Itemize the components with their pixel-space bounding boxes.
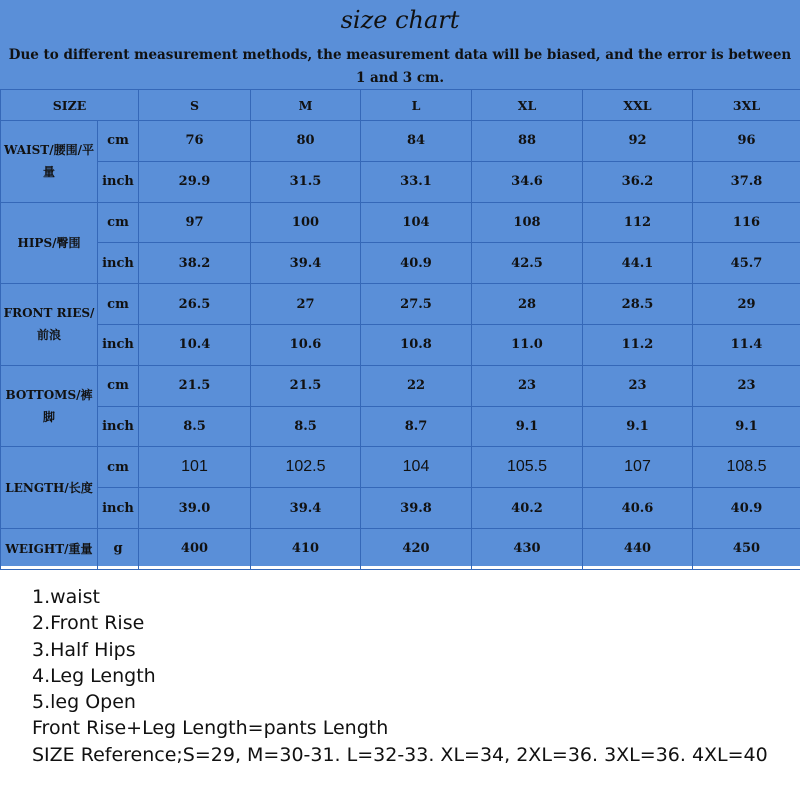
value-cell: 100: [251, 202, 361, 243]
value-cell: 105.5: [472, 447, 583, 488]
measurement-notes: [32, 584, 768, 768]
value-cell: 28: [472, 284, 583, 325]
size-header-cell: XL: [472, 90, 583, 121]
note-line: 3.Half Hips: [32, 638, 136, 661]
value-cell: 26.5: [139, 284, 251, 325]
size-header-row: [1, 90, 800, 121]
measurement-row: [1, 202, 800, 243]
value-cell: 28.5: [583, 284, 693, 325]
value-cell: 27: [251, 284, 361, 325]
note-line: 1.waist: [32, 586, 100, 608]
unit-cell: inch: [98, 324, 139, 365]
measurement-row: [1, 406, 800, 447]
value-cell: 400: [139, 528, 251, 569]
value-cell: 23: [693, 365, 800, 406]
value-cell: 39.8: [361, 488, 472, 529]
measurement-row: [1, 324, 800, 365]
measurement-label: WAIST/腰围/平量: [1, 121, 98, 203]
size-header-cell: L: [361, 90, 472, 121]
size-header-cell: XXL: [583, 90, 693, 121]
unit-cell: inch: [98, 488, 139, 529]
size-header-cell: S: [139, 90, 251, 121]
value-cell: 23: [583, 365, 693, 406]
value-cell: 44.1: [583, 243, 693, 284]
measurement-row: [1, 528, 800, 569]
value-cell: 410: [251, 528, 361, 569]
value-cell: 96: [693, 121, 800, 162]
size-header-cell: M: [251, 90, 361, 121]
value-cell: 9.1: [583, 406, 693, 447]
value-cell: 420: [361, 528, 472, 569]
value-cell: 440: [583, 528, 693, 569]
unit-cell: cm: [98, 202, 139, 243]
value-cell: 34.6: [472, 161, 583, 202]
value-cell: 21.5: [139, 365, 251, 406]
unit-cell: inch: [98, 161, 139, 202]
value-cell: 84: [361, 121, 472, 162]
value-cell: 40.9: [693, 488, 800, 529]
size-header-label: SIZE: [1, 90, 139, 121]
unit-cell: inch: [98, 406, 139, 447]
value-cell: 8.5: [251, 406, 361, 447]
value-cell: 42.5: [472, 243, 583, 284]
note-line: 2.Front Rise: [32, 612, 145, 635]
measurement-label: BOTTOMS/裤脚: [1, 365, 98, 447]
measurement-label: WEIGHT/重量: [1, 528, 98, 569]
value-cell: 39.4: [251, 488, 361, 529]
value-cell: 29: [693, 284, 800, 325]
value-cell: 76: [139, 121, 251, 162]
value-cell: 11.0: [472, 324, 583, 365]
value-cell: 80: [251, 121, 361, 162]
value-cell: 10.8: [361, 324, 472, 365]
note-line: SIZE Reference;S=29, M=30-31. L=32-33. XL=34, 2XL=36. 3XL=36. 4XL=40: [32, 743, 768, 766]
unit-cell: cm: [98, 447, 139, 488]
value-cell: 39.4: [251, 243, 361, 284]
value-cell: 116: [693, 202, 800, 243]
unit-cell: cm: [98, 284, 139, 325]
measurement-row: [1, 121, 800, 162]
value-cell: 9.1: [472, 406, 583, 447]
value-cell: 104: [361, 447, 472, 488]
value-cell: 23: [472, 365, 583, 406]
value-cell: 88: [472, 121, 583, 162]
value-cell: 11.4: [693, 324, 800, 365]
value-cell: 27.5: [361, 284, 472, 325]
value-cell: 9.1: [693, 406, 800, 447]
value-cell: 31.5: [251, 161, 361, 202]
note-line: 4.Leg Length: [32, 664, 156, 687]
unit-cell: g: [98, 528, 139, 569]
size-table: [0, 89, 800, 570]
note-line: Front Rise+Leg Length=pants Length: [32, 717, 389, 740]
value-cell: 92: [583, 121, 693, 162]
unit-cell: inch: [98, 243, 139, 284]
measurement-row: [1, 161, 800, 202]
value-cell: 21.5: [251, 365, 361, 406]
value-cell: 39.0: [139, 488, 251, 529]
unit-cell: cm: [98, 365, 139, 406]
value-cell: 97: [139, 202, 251, 243]
value-cell: 102.5: [251, 447, 361, 488]
value-cell: 40.6: [583, 488, 693, 529]
value-cell: 10.6: [251, 324, 361, 365]
value-cell: 108.5: [693, 447, 800, 488]
value-cell: 10.4: [139, 324, 251, 365]
value-cell: 8.7: [361, 406, 472, 447]
value-cell: 40.2: [472, 488, 583, 529]
value-cell: 8.5: [139, 406, 251, 447]
value-cell: 37.8: [693, 161, 800, 202]
value-cell: 104: [361, 202, 472, 243]
chart-title: size chart: [340, 6, 460, 34]
value-cell: 450: [693, 528, 800, 569]
value-cell: 11.2: [583, 324, 693, 365]
value-cell: 33.1: [361, 161, 472, 202]
value-cell: 107: [583, 447, 693, 488]
value-cell: 430: [472, 528, 583, 569]
value-cell: 36.2: [583, 161, 693, 202]
value-cell: 108: [472, 202, 583, 243]
value-cell: 40.9: [361, 243, 472, 284]
value-cell: 45.7: [693, 243, 800, 284]
unit-cell: cm: [98, 121, 139, 162]
measurement-row: [1, 243, 800, 284]
measurement-label: HIPS/臀围: [1, 202, 98, 284]
measurement-label: FRONT RIES/前浪: [1, 284, 98, 366]
value-cell: 101: [139, 447, 251, 488]
measurement-label: LENGTH/长度: [1, 447, 98, 529]
value-cell: 38.2: [139, 243, 251, 284]
value-cell: 29.9: [139, 161, 251, 202]
measurement-row: [1, 284, 800, 325]
note-line: 5.leg Open: [32, 691, 136, 714]
measurement-row: [1, 447, 800, 488]
measurement-row: [1, 365, 800, 406]
size-header-cell: 3XL: [693, 90, 800, 121]
measurement-row: [1, 488, 800, 529]
measurement-notice: Due to different measurement methods, the measurement data will be biased, and the error is between 1 and 3 cm.: [8, 47, 792, 86]
value-cell: 22: [361, 365, 472, 406]
value-cell: 112: [583, 202, 693, 243]
